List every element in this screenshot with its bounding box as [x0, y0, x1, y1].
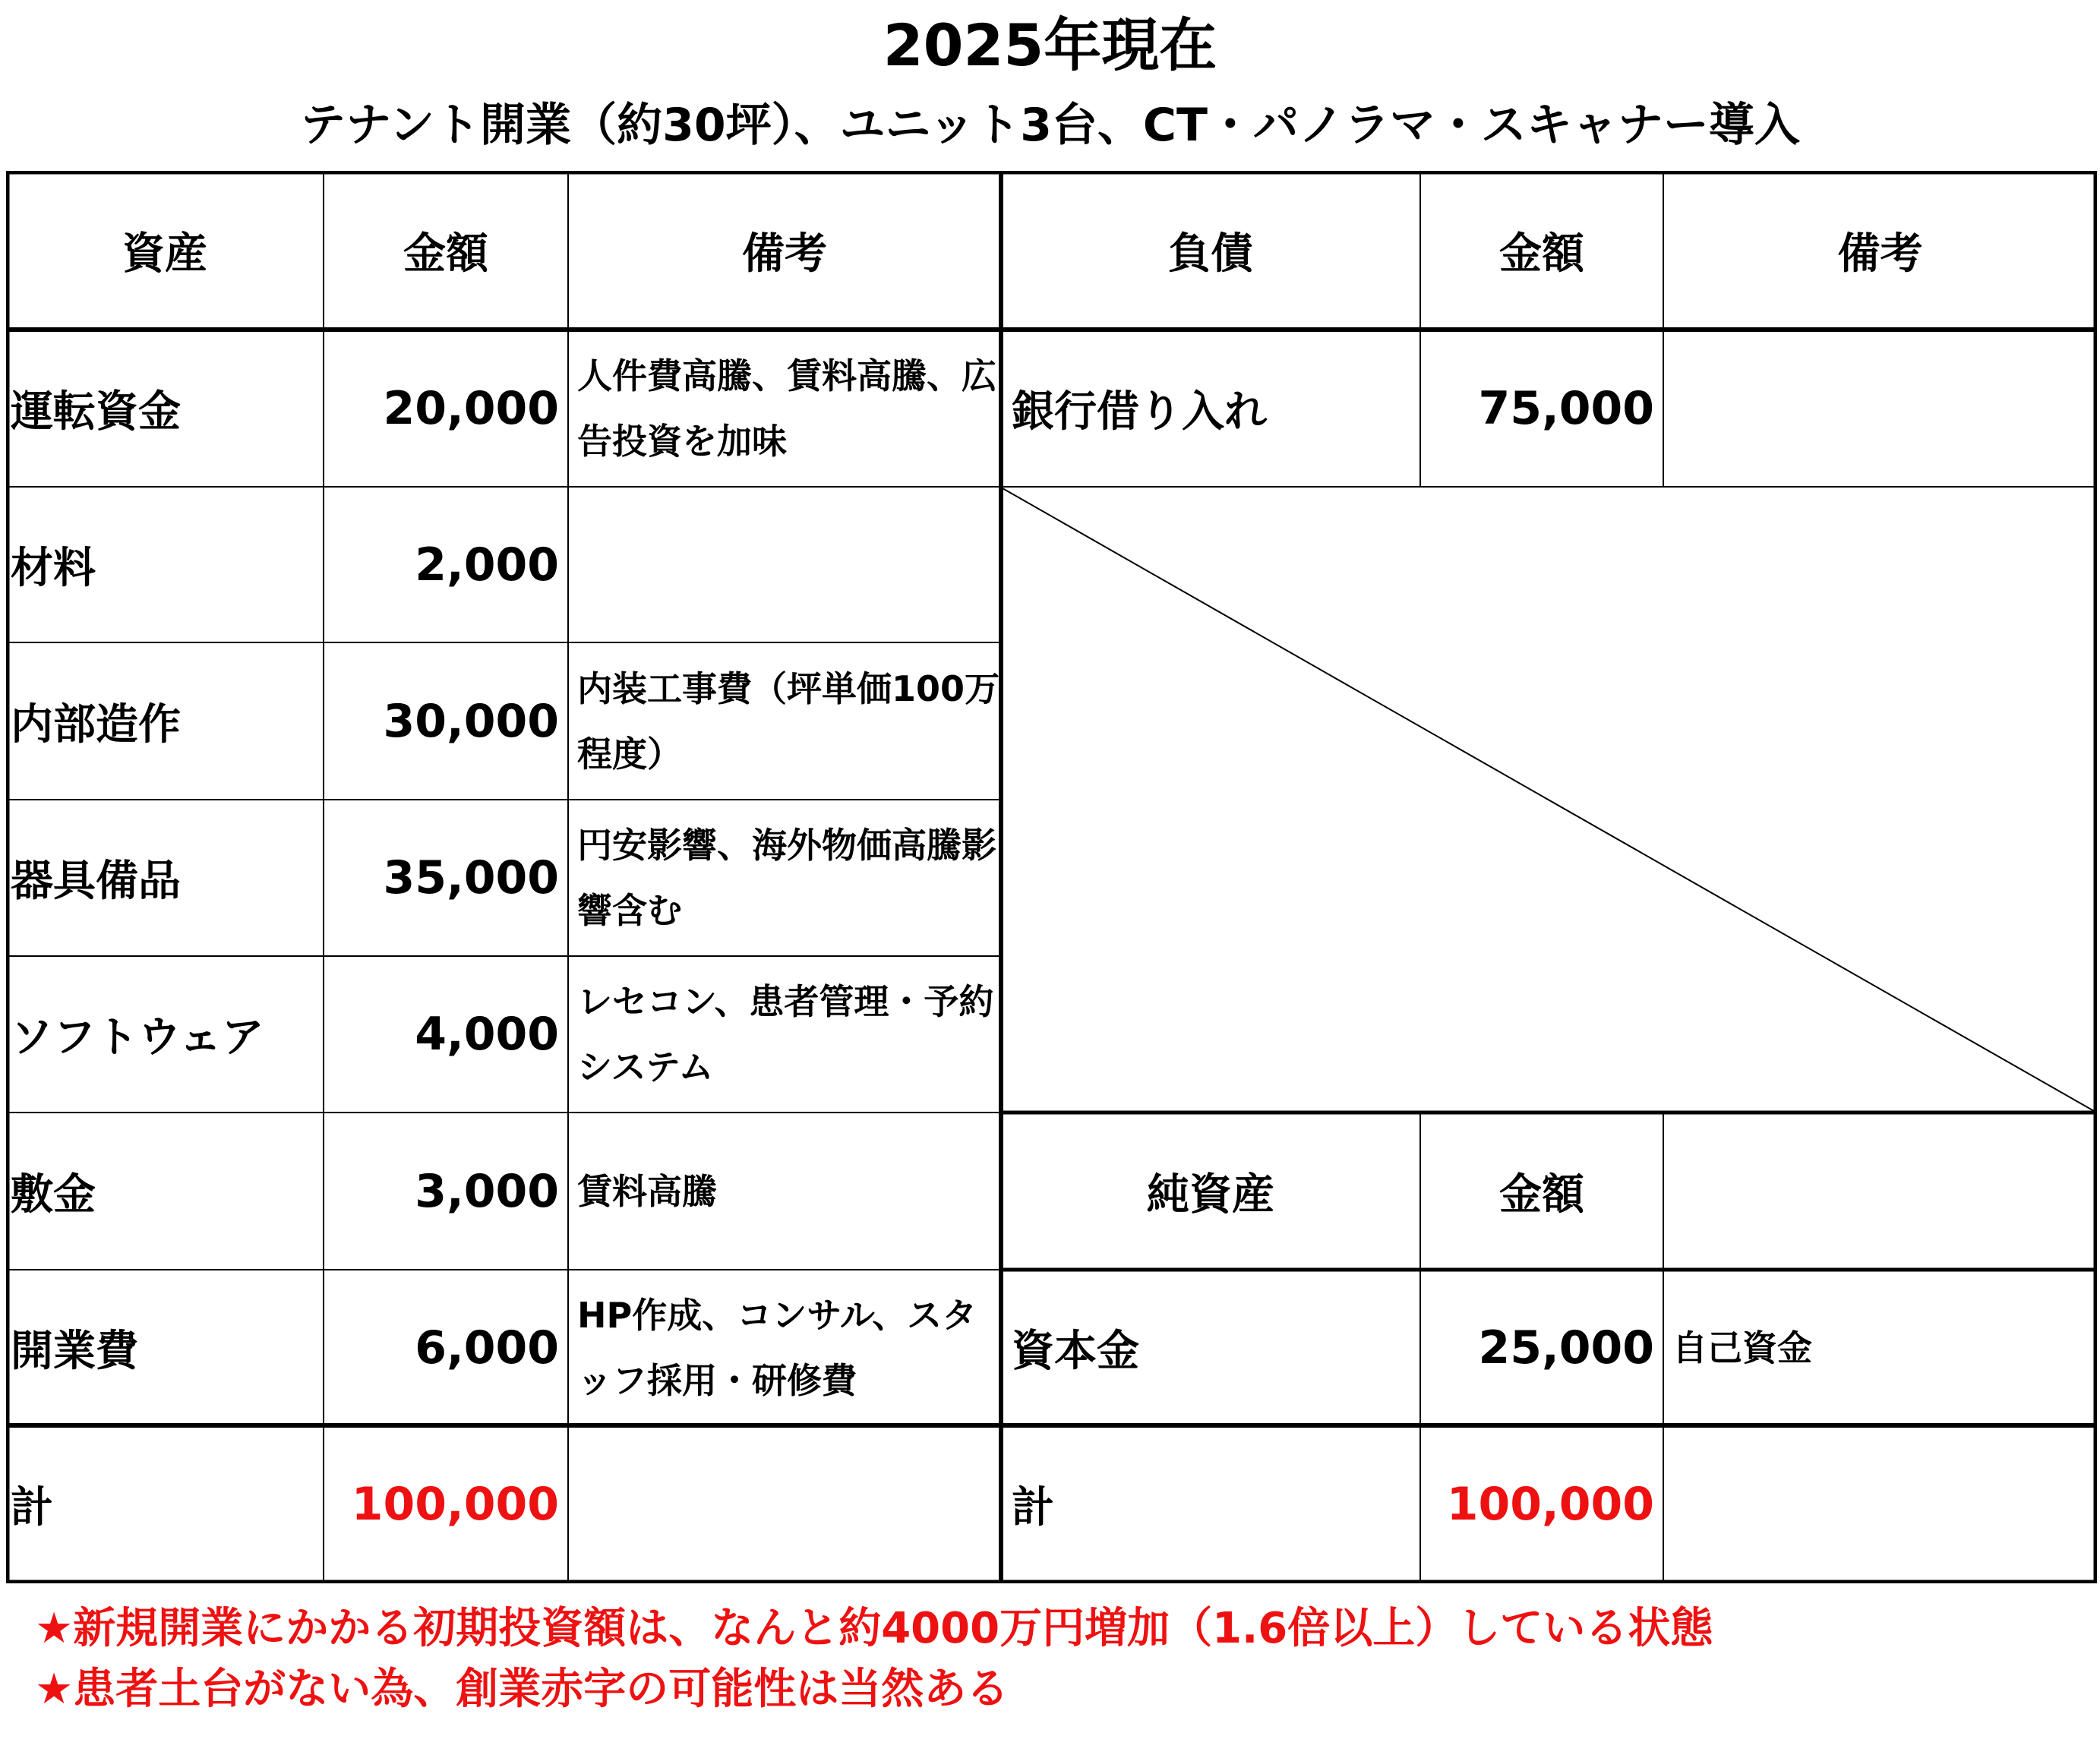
net-asset-item: 資本金 — [1012, 1326, 1139, 1376]
asset-amount: 2,000 — [415, 538, 559, 592]
liabilities-total-label: 計 — [1012, 1483, 1054, 1532]
asset-note: レセコン、患者管理・予約システム — [577, 981, 994, 1087]
liabilities-note-header: 備考 — [1837, 229, 1923, 279]
asset-amount: 35,000 — [383, 851, 559, 904]
asset-amount: 4,000 — [415, 1008, 559, 1061]
liability-amount: 75,000 — [1478, 381, 1654, 435]
liabilities-total-amount: 100,000 — [1446, 1478, 1654, 1531]
asset-item: 開業費 — [11, 1326, 138, 1376]
page-title: 2025年現在 — [883, 11, 1217, 79]
assets-header: 資産 — [122, 229, 207, 279]
asset-item: 材料 — [11, 543, 96, 593]
footnote-startup-deficit: ★患者土台がない為、創業赤字の可能性は当然ある — [35, 1665, 1009, 1714]
asset-amount: 30,000 — [383, 694, 559, 748]
asset-note: 賃料高騰 — [577, 1170, 717, 1212]
asset-item: 運転資金 — [11, 387, 181, 437]
net-asset-amount: 25,000 — [1478, 1321, 1654, 1375]
assets-total-amount: 100,000 — [351, 1478, 559, 1531]
empty-area-diagonal — [1003, 488, 2094, 1111]
asset-item: 内部造作 — [11, 699, 181, 750]
liabilities-amount-header: 金額 — [1499, 229, 1584, 279]
asset-item: 敷金 — [11, 1169, 96, 1220]
liability-note — [1663, 330, 2097, 487]
asset-amount: 3,000 — [415, 1164, 559, 1218]
assets-note-header: 備考 — [742, 229, 827, 279]
asset-item: 器具備品 — [11, 857, 181, 906]
net-asset-note: 自己資金 — [1672, 1327, 1812, 1368]
asset-note: HP作成、コンサル、スタッフ採用・研修費 — [577, 1294, 977, 1401]
asset-note: 円安影響、海外物価高騰影響含む — [577, 825, 996, 931]
page-subtitle: テナント開業（約30坪）、ユニット3台、CT・パノラマ・スキャナー導入 — [300, 99, 1800, 152]
liability-item: 銀行借り入れ — [1012, 387, 1267, 437]
asset-amount: 20,000 — [383, 381, 559, 435]
asset-note: 内装工事費（坪単価100万程度） — [577, 668, 1000, 775]
liabilities-header: 負債 — [1168, 229, 1253, 279]
asset-note — [568, 487, 1001, 642]
asset-amount: 6,000 — [415, 1321, 559, 1375]
assets-amount-header: 金額 — [403, 229, 488, 279]
net-assets-header: 純資産 — [1147, 1169, 1274, 1220]
assets-total-label: 計 — [11, 1483, 53, 1532]
asset-note: 人件費高騰、賃料高騰、広告投資を加味 — [577, 355, 996, 462]
footnote-investment-increase: ★新規開業にかかる初期投資額は、なんと約4000万円増加（1.6倍以上）している状態 — [35, 1604, 1713, 1653]
net-assets-amount-header: 金額 — [1499, 1169, 1584, 1220]
asset-item: ソフトウェア — [11, 1013, 264, 1062]
balance-sheet-table — [6, 171, 2097, 1583]
